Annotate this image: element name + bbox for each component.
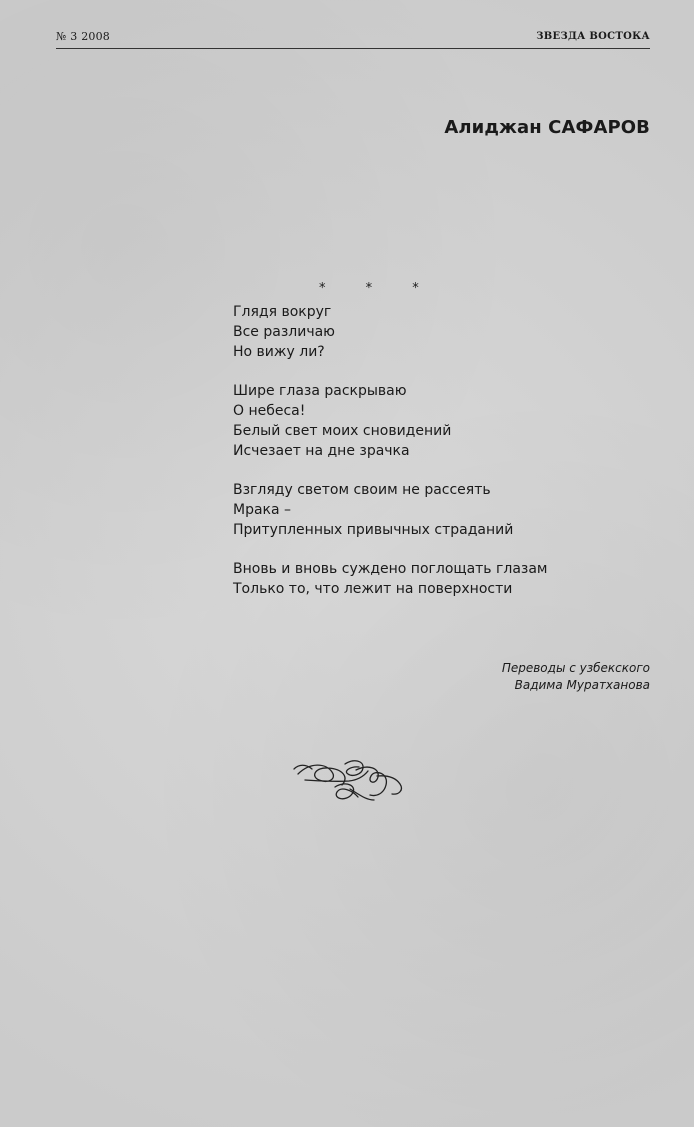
journal-title: ЗВЕЗДА ВОСТОКА	[536, 31, 650, 42]
poem-line: Вновь и вновь суждено поглощать глазам	[233, 561, 548, 577]
poem-line: Притупленных привычных страданий	[233, 522, 514, 538]
poem-line: Белый свет моих сновидений	[233, 423, 452, 439]
poem-line: Но вижу ли?	[233, 344, 325, 360]
poem-line: Глядя вокруг	[233, 304, 332, 320]
poem-line: Только то, что лежит на поверхности	[233, 581, 513, 597]
poem-line: Все различаю	[233, 324, 335, 340]
stanza-3	[233, 480, 593, 540]
poem-line: Мрака –	[233, 502, 292, 518]
translator-credit	[400, 660, 650, 694]
poem-line: Шире глаза раскрываю	[233, 383, 407, 399]
poem-line: Исчезает на дне зрачка	[233, 443, 410, 459]
issue-number: № 3 2008	[56, 30, 110, 43]
running-header	[56, 30, 650, 49]
stanza-4	[233, 559, 593, 599]
poem-body	[233, 302, 593, 618]
stanza-2	[233, 381, 593, 461]
translation-note: Переводы с узбекского	[501, 661, 650, 675]
poem-line: Взгляду светом своим не рассеять	[233, 482, 491, 498]
poem-separator: * * *	[319, 281, 437, 296]
stanza-1	[233, 302, 593, 362]
poem-line: О небеса!	[233, 403, 306, 419]
author-name: Алиджан САФАРОВ	[444, 117, 650, 138]
flourish-ornament-icon	[288, 756, 412, 806]
translator-name: Вадима Муратханова	[514, 678, 650, 692]
